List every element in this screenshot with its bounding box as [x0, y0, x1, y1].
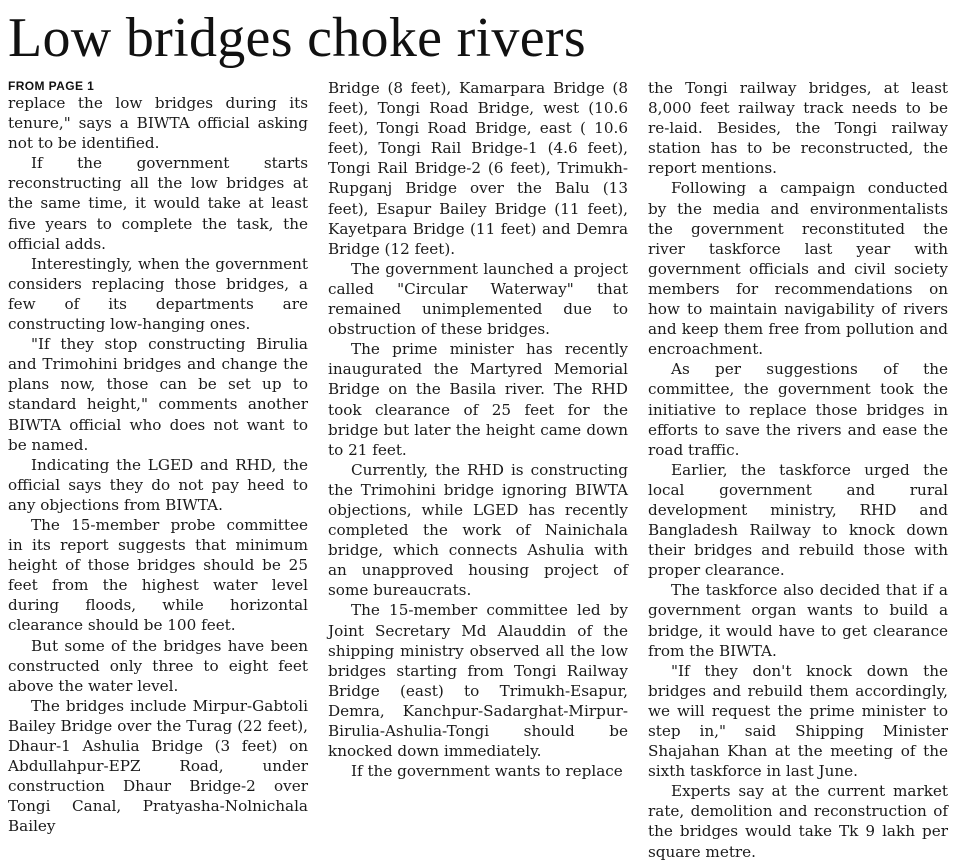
paragraph: Earlier, the taskforce urged the local government and rural development ministry, RHD and Bangladesh Railway to knock down their bridges and rebuild those with proper clearance.	[648, 460, 948, 580]
paragraph: Interestingly, when the government considers replacing those bridges, a few of its departments are constructing low-hanging ones.	[8, 254, 308, 334]
paragraph: "If they stop constructing Birulia and Trimohini bridges and change the plans now, those can be set up to standard height," comments another BIWTA official who does not want to be named.	[8, 335, 308, 454]
paragraph: Experts say at the current market rate, demolition and reconstruction of the bridges would take Tk 9 lakh per square metre.	[648, 782, 948, 861]
paragraph: The 15-member committee led by Joint Secretary Md Alauddin of the shipping ministry observed all the low bridges starting from Tongi Railway Bridge (east) to Trimukh-Esapur, Demra, Kanchpur-Sadarghat-Mirpur-Birulia-Ashulia-Tongi should be knocked down immediately.	[328, 601, 628, 761]
column-2	[328, 78, 628, 791]
paragraph: Following a campaign conducted by the media and environmentalists the government reconstituted the river taskforce last year with government officials and civil society members for recommendations on how to maintain navigability of rivers and keep them free from pollution and encroachment.	[648, 179, 948, 359]
continued-from-label: FROM PAGE 1	[8, 79, 95, 93]
paragraph: The government launched a project called "Circular Waterway" that remained unimplemented due to obstruction of these bridges.	[328, 259, 628, 339]
paragraph: The 15-member probe committee in its report suggests that minimum height of those bridges should be 25 feet from the highest water level during floods, while horizontal clearance should be 100 feet.	[8, 515, 308, 635]
paragraph: Bridge (8 feet), Kamarpara Bridge (8 feet), Tongi Road Bridge, west (10.6 feet), Tongi Road Bridge, east ( 10.6 feet), Tongi Rail Bridge-1 (4.6 feet), Tongi Rail Bridge-2 (6 feet), Trimukh-Rupganj Bridge over the Balu (13 feet), Esapur Bailey Bridge (11 feet), Kayetpara Bridge (11 feet) and Demra Bridge (12 feet).	[328, 79, 628, 258]
paragraph: "If they don't knock down the bridges and rebuild them accordingly, we will request the prime minister to step in," said Shipping Minister Shajahan Khan at the meeting of the sixth taskforce in last June.	[648, 661, 948, 781]
paragraph: The prime minister has recently inaugurated the Martyred Memorial Bridge on the Basila river. The RHD took clearance of 25 feet for the bridge but later the height came down to 21 feet.	[328, 340, 628, 459]
paragraph: The bridges include Mirpur-Gabtoli Bailey Bridge over the Turag (22 feet), Dhaur-1 Ashulia Bridge (3 feet) on Abdullahpur-EPZ Road, under construction Dhaur Bridge-2 over Tongi Canal, Pratyasha-Nolnichala Bailey	[8, 696, 308, 836]
paragraph: But some of the bridges have been constructed only three to eight feet above the water level.	[8, 636, 308, 695]
column-1	[8, 79, 308, 836]
paragraph: the Tongi railway bridges, at least 8,000 feet railway track needs to be re-laid. Besides, the Tongi railway station has to be reconstructed, the report mentions.	[648, 79, 948, 178]
paragraph: The taskforce also decided that if a government organ wants to build a bridge, it would have to get clearance from the BIWTA.	[648, 581, 948, 660]
paragraph: Indicating the LGED and RHD, the official says they do not pay heed to any objections from BIWTA.	[8, 455, 308, 514]
headline: Low bridges choke rivers	[8, 7, 586, 69]
paragraph: As per suggestions of the committee, the government took the initiative to replace those bridges in efforts to save the rivers and ease the road traffic.	[648, 360, 948, 459]
paragraph: replace the low bridges during its tenure," says a BIWTA official asking not to be identified.	[8, 94, 308, 153]
paragraph: Currently, the RHD is constructing the Trimohini bridge ignoring BIWTA objections, while LGED has recently completed the work of Nainichala bridge, which connects Ashulia with an unapproved housing project of some bureaucrats.	[328, 460, 628, 600]
column-3	[648, 78, 948, 861]
paragraph: If the government starts reconstructing all the low bridges at the same time, it would take at least five years to complete the task, the official adds.	[8, 154, 308, 253]
paragraph: If the government wants to replace	[351, 762, 623, 781]
